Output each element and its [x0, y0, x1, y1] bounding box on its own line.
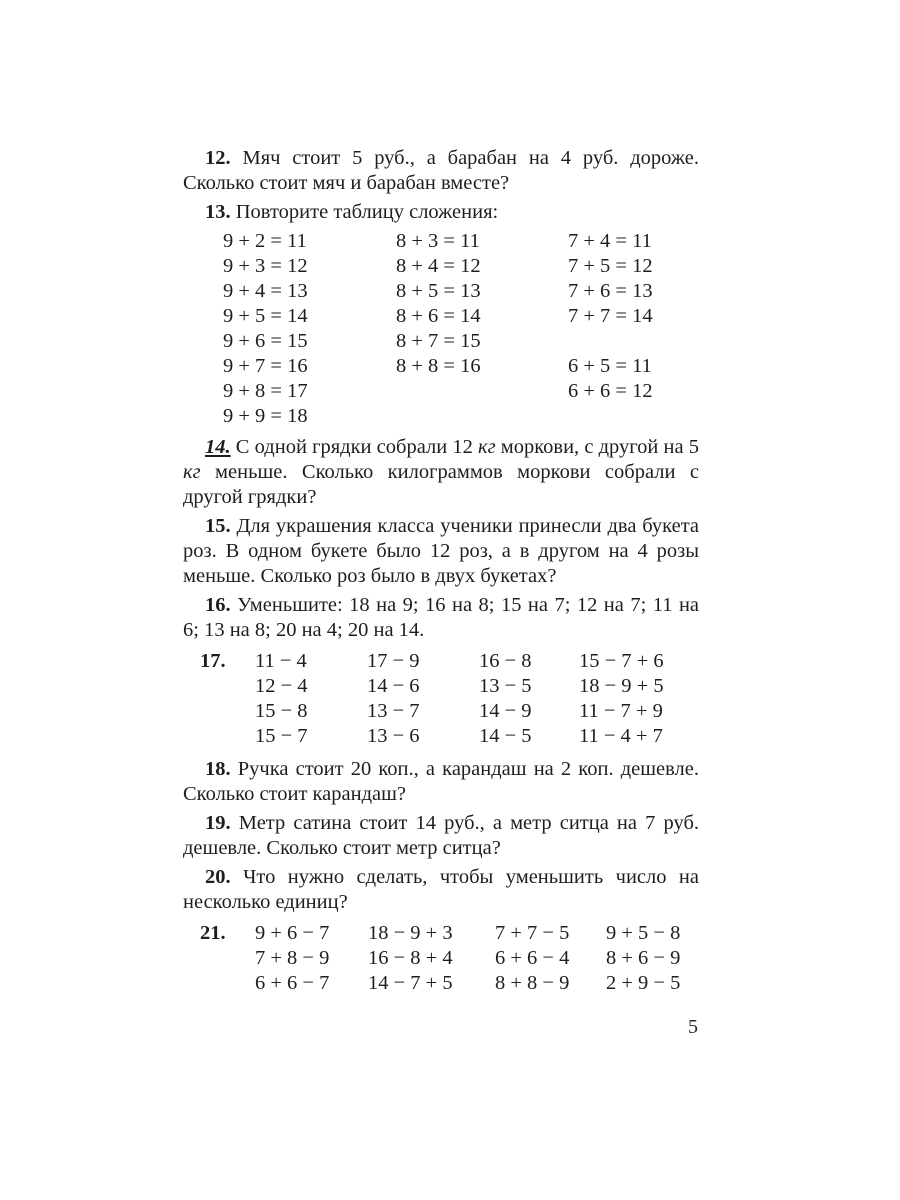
task-13: [183, 200, 699, 225]
task-text: Метр сатина стоит 14 руб., а метр ситца на 7 руб. дешевле. Сколько стоит метр ситца?: [183, 812, 700, 859]
task-text: Повторите таблицу сложения:: [235, 201, 499, 223]
unit-kg: кг: [183, 461, 201, 483]
expression: 14 − 5: [479, 725, 532, 747]
task-17: [183, 649, 699, 749]
task-number: 17.: [200, 650, 226, 672]
expression: 14 − 9: [479, 700, 532, 722]
task-number: 13.: [205, 201, 231, 223]
equation: 9 + 5 = 14: [223, 305, 308, 327]
task-15: [183, 514, 699, 589]
equation: 7 + 5 = 12: [568, 255, 653, 277]
expression-column: [606, 921, 680, 996]
expression: 8 + 6 − 9: [606, 947, 681, 969]
expression: 6 + 6 − 7: [255, 972, 330, 994]
expression: 11 − 7 + 9: [579, 700, 663, 722]
expression-column: [495, 921, 569, 996]
expression-column: [579, 649, 664, 749]
expression: 9 + 5 − 8: [606, 922, 681, 944]
task-text: Мяч стоит 5 руб., а барабан на 4 руб. дороже. Сколько стоит мяч и барабан вместе?: [183, 147, 700, 194]
expression: 12 − 4: [255, 675, 308, 697]
expression: 14 − 7 + 5: [368, 972, 453, 994]
expression: 11 − 4: [255, 650, 307, 672]
task-number: 19.: [205, 812, 231, 834]
task-text: Что нужно сделать, чтобы уменьшить число на несколько единиц?: [183, 866, 700, 913]
expression-column: [255, 649, 308, 749]
task-number: 21.: [200, 922, 226, 944]
addition-column-8: [396, 229, 481, 379]
expression: 15 − 7 + 6: [579, 650, 664, 672]
expression: 16 − 8: [479, 650, 532, 672]
expression: 13 − 6: [367, 725, 420, 747]
equation: 9 + 3 = 12: [223, 255, 308, 277]
equation: 9 + 2 = 11: [223, 230, 307, 252]
equation: 8 + 4 = 12: [396, 255, 481, 277]
equation: 9 + 8 = 17: [223, 380, 308, 402]
expression: 16 − 8 + 4: [368, 947, 453, 969]
addition-column-9: [223, 229, 308, 429]
equation: 6 + 6 = 12: [568, 380, 653, 402]
equation: 8 + 7 = 15: [396, 330, 481, 352]
expression: 2 + 9 − 5: [606, 972, 681, 994]
expression: 9 + 6 − 7: [255, 922, 330, 944]
expression: 14 − 6: [367, 675, 420, 697]
task-text: С одной грядки собрали 12: [235, 436, 478, 458]
task-18: [183, 757, 699, 807]
task-number: 15.: [205, 515, 231, 537]
expression: 7 + 8 − 9: [255, 947, 330, 969]
task-number: 14.: [205, 436, 231, 458]
textbook-page: [183, 146, 699, 1005]
expression: 13 − 7: [367, 700, 420, 722]
task-number: 20.: [205, 866, 231, 888]
task-text: Для украшения класса ученики принесли два букета роз. В одном букете было 12 роз, а в другом на 4 розы меньше. Сколько роз было в двух букетах?: [183, 515, 699, 587]
expression-column: [255, 921, 329, 996]
expression: 15 − 8: [255, 700, 308, 722]
expression: 17 − 9: [367, 650, 420, 672]
page-number: 5: [688, 1016, 698, 1038]
addition-table: [183, 229, 699, 429]
expression: 13 − 5: [479, 675, 532, 697]
task-text: меньше. Сколько килограммов моркови собрали с другой грядки?: [183, 461, 699, 508]
expression-column: [479, 649, 532, 749]
expression: 18 − 9 + 3: [368, 922, 453, 944]
equation: 7 + 4 = 11: [568, 230, 652, 252]
equation: 9 + 7 = 16: [223, 355, 308, 377]
equation: 9 + 6 = 15: [223, 330, 308, 352]
expression: 15 − 7: [255, 725, 308, 747]
task-21: [183, 921, 699, 997]
equation: 9 + 9 = 18: [223, 405, 308, 427]
task-text: Уменьшите: 18 на 9; 16 на 8; 15 на 7; 12 на 7; 11 на 6; 13 на 8; 20 на 4; 20 на 14.: [183, 594, 700, 641]
unit-kg: кг: [478, 436, 496, 458]
task-text: Ручка стоит 20 коп., а карандаш на 2 коп. дешевле. Сколько стоит карандаш?: [183, 758, 699, 805]
expression-column: [367, 649, 420, 749]
expression-column: [368, 921, 453, 996]
equation: 8 + 8 = 16: [396, 355, 481, 377]
equation: 8 + 3 = 11: [396, 230, 480, 252]
equation: 8 + 6 = 14: [396, 305, 481, 327]
expression: 8 + 8 − 9: [495, 972, 570, 994]
expression: 6 + 6 − 4: [495, 947, 570, 969]
equation: 8 + 5 = 13: [396, 280, 481, 302]
equation: 6 + 5 = 11: [568, 355, 652, 377]
equation: 9 + 4 = 13: [223, 280, 308, 302]
task-12: [183, 146, 699, 196]
addition-column-7-6: [568, 229, 653, 404]
task-20: [183, 865, 699, 915]
task-16: [183, 593, 699, 643]
task-19: [183, 811, 699, 861]
expression: 11 − 4 + 7: [579, 725, 663, 747]
equation: 7 + 7 = 14: [568, 305, 653, 327]
task-number: 18.: [205, 758, 231, 780]
expression: 18 − 9 + 5: [579, 675, 664, 697]
task-number: 12.: [205, 147, 231, 169]
expression: 7 + 7 − 5: [495, 922, 570, 944]
task-text: моркови, с другой на 5: [495, 436, 699, 458]
equation: 7 + 6 = 13: [568, 280, 653, 302]
task-number: 16.: [205, 594, 231, 616]
task-14: [183, 435, 699, 510]
